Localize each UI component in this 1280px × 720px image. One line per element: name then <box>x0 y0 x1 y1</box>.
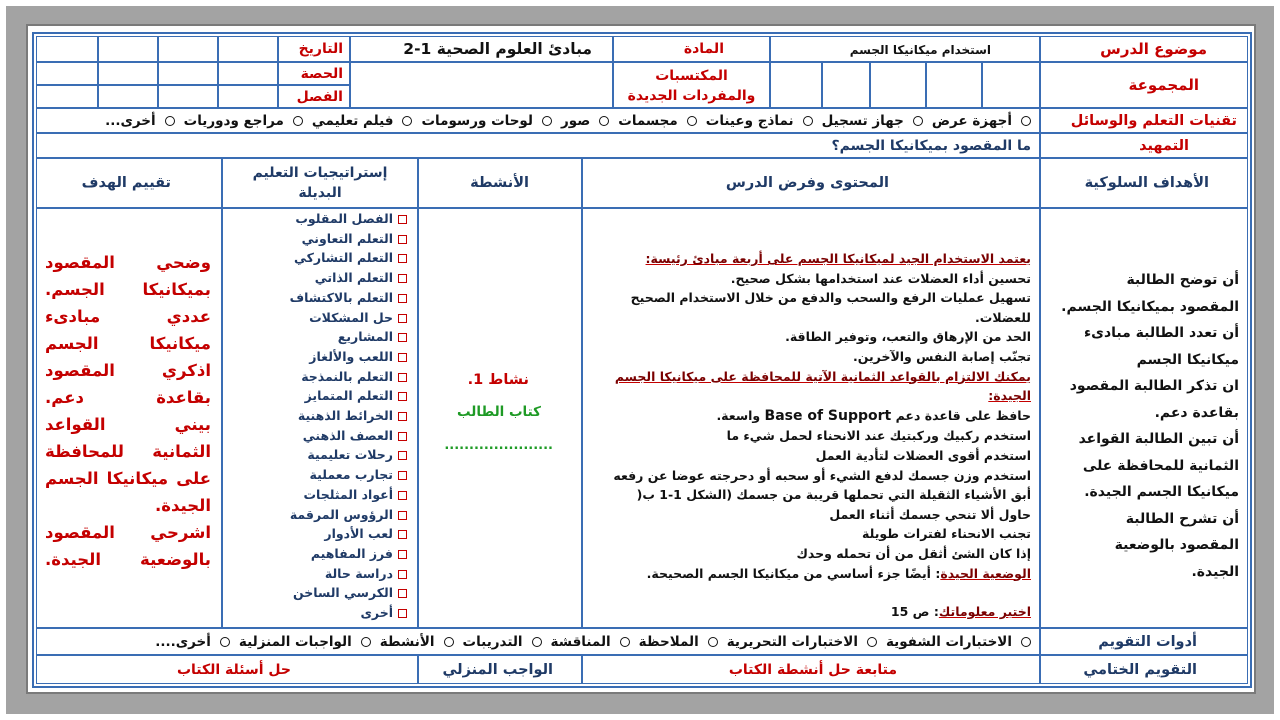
strategy-item[interactable] <box>227 583 413 603</box>
strategy-item[interactable] <box>227 386 413 406</box>
intro-label: التمهيد <box>1139 138 1189 154</box>
rule-item: إذا كان الشئ أثقل من أن تحمله وحدك <box>796 545 1031 561</box>
strategy-item[interactable] <box>227 505 413 525</box>
tools-option[interactable] <box>312 113 413 129</box>
evaluation-cell <box>36 208 222 628</box>
strategy-label: التعلم التعاوني <box>301 230 393 246</box>
radio-circle-icon[interactable] <box>708 637 718 647</box>
tools-option-label: مجسمات <box>618 113 678 129</box>
rules-list <box>589 426 1031 563</box>
evaluation-line: ميكانيكا الجسم <box>45 334 211 353</box>
date-cell[interactable] <box>36 36 98 62</box>
objective-line: المقصود بالوضعية <box>1114 537 1239 553</box>
class-cell[interactable] <box>36 85 98 108</box>
assessment-option[interactable] <box>639 634 718 650</box>
rule-1-suffix: واسعة. <box>716 407 761 423</box>
date-label: التاريخ <box>298 41 343 57</box>
intro-text-cell <box>36 133 1040 158</box>
tools-option[interactable] <box>618 113 697 129</box>
radio-circle-icon[interactable] <box>402 116 412 126</box>
evaluation-line: وضحي المقصود <box>45 253 211 272</box>
rule-item: تجنب الانحناء لفترات طويلة <box>862 526 1031 542</box>
tools-option-label: مراجع ودوريات <box>183 113 284 129</box>
test-line <box>589 602 1031 622</box>
tools-option[interactable] <box>184 113 303 129</box>
class-cell[interactable] <box>218 85 278 108</box>
principle-item: الحد من الإرهاق والتعب، وتوفير الطاقة. <box>785 329 1031 345</box>
strategy-item[interactable] <box>227 367 413 387</box>
content-header: المحتوى وفرض الدرس <box>725 175 889 191</box>
principle-item: تحسين أداء العضلات عند استخدامها بشكل صحيح. <box>730 270 1031 286</box>
closing-label-cell <box>1040 655 1248 684</box>
evaluation-line: اشرحي المقصود <box>45 523 211 542</box>
activities-cell <box>418 208 582 628</box>
tools-label-cell <box>1040 108 1248 133</box>
evaluation-line: عددي مبادىء <box>45 307 211 326</box>
tools-option-label: فيلم تعليمي <box>311 113 394 129</box>
vocab-label-cell <box>613 62 770 108</box>
objective-line: أن تبين الطالبة القواعد <box>1078 431 1239 447</box>
radio-circle-icon[interactable] <box>687 116 697 126</box>
rule-item: استخدم أقوى العضلات لتأدية العمل <box>815 447 1031 463</box>
checkbox-icon[interactable] <box>398 530 407 539</box>
radio-circle-icon[interactable] <box>620 637 630 647</box>
strategy-item[interactable] <box>227 347 413 367</box>
closing-value-cell <box>582 655 1040 684</box>
tools-option[interactable] <box>822 113 923 129</box>
evaluation-line: بيني القواعد <box>45 415 211 434</box>
tools-options-cell <box>36 108 1040 133</box>
radio-circle-icon[interactable] <box>599 116 609 126</box>
evaluation-line: الجيدة. <box>154 496 211 515</box>
strategy-label: اللعب والألغاز <box>309 348 393 364</box>
strategy-item[interactable] <box>227 485 413 505</box>
assessment-options-cell <box>36 628 1040 655</box>
checkbox-icon[interactable] <box>398 274 407 283</box>
strategy-item[interactable] <box>227 406 413 426</box>
evaluation-line: الثمانية للمحافظة <box>45 442 211 461</box>
rule-item: أبق الأشياء الثقيلة التي تحملها قريبة من جسمك (الشكل 1-1 ب( <box>636 487 1031 503</box>
radio-circle-icon[interactable] <box>1021 637 1031 647</box>
lesson-topic-value: استخدام ميكانيكا الجسم <box>849 43 991 57</box>
checkbox-icon[interactable] <box>398 333 407 342</box>
assessment-option[interactable] <box>155 634 230 650</box>
evaluation-line: بالوضعية الجيدة. <box>45 550 211 569</box>
checkbox-icon[interactable] <box>398 353 407 362</box>
strategy-label: تجارب معملية <box>309 467 393 483</box>
strategy-item[interactable] <box>227 248 413 268</box>
radio-circle-icon[interactable] <box>1021 116 1031 126</box>
strategy-label: أخرى <box>360 605 393 621</box>
strategy-label: أعواد المثلجات <box>303 486 393 502</box>
content-header-cell <box>582 158 1040 208</box>
evaluation-line: اذكري المقصود <box>45 361 211 380</box>
rule-1-prefix: حافظ على قاعدة دعم <box>895 407 1031 423</box>
content-heading-rules: يمكنك الالتزام بالقواعد الثمانية الآتية للمحافظة على ميكانيكا الجسم الجيدة: <box>614 368 1031 404</box>
period-cell[interactable] <box>218 62 278 85</box>
posture-line <box>589 564 1031 584</box>
objectives-header: الأهداف السلوكية <box>1084 175 1209 191</box>
radio-circle-icon[interactable] <box>867 637 877 647</box>
objectives-header-cell <box>1040 158 1248 208</box>
activity-dots: ...................... <box>444 438 553 453</box>
assessment-option[interactable] <box>463 634 542 650</box>
group-cell[interactable] <box>770 62 822 108</box>
assessment-option-label: المناقشة <box>550 634 611 650</box>
principle-item: تسهيل عمليات الرفع والسحب والدفع من خلال الاستخدام الصحيح للعضلات. <box>630 290 1031 325</box>
closing-label: التقويم الختامي <box>1083 662 1197 678</box>
lesson-topic-value-cell <box>770 36 1040 62</box>
strategy-item[interactable] <box>227 564 413 584</box>
evaluation-line: على ميكانيكا الجسم <box>45 469 211 488</box>
strategy-label: العصف الذهني <box>302 427 393 443</box>
principles-list <box>589 269 1031 367</box>
objective-line: ميكانيكا الجسم <box>1136 351 1239 368</box>
vocab-label: المكتسبات والمفردات الجديدة <box>627 68 756 104</box>
evaluation-line: بقاعدة دعم. <box>45 388 211 407</box>
activities-header-cell <box>418 158 582 208</box>
date-cell[interactable] <box>98 36 158 62</box>
period-cell[interactable] <box>36 62 98 85</box>
posture-text: : أيضًا جزء أساسي من ميكانيكا الجسم الصحيحة. <box>646 565 941 581</box>
evaluation-header-cell <box>36 158 222 208</box>
strategy-label: الخرائط الذهنية <box>297 408 393 424</box>
evaluation-header: تقييم الهدف <box>81 175 171 191</box>
radio-circle-icon[interactable] <box>293 116 303 126</box>
strategy-item[interactable] <box>227 288 413 308</box>
period-label: الحصة <box>300 66 343 82</box>
strategies-cell <box>222 208 418 628</box>
period-label-cell <box>278 62 350 85</box>
strategy-item[interactable] <box>227 268 413 288</box>
date-cell[interactable] <box>158 36 218 62</box>
class-label-cell <box>278 85 350 108</box>
checkbox-icon[interactable] <box>398 491 407 500</box>
evaluation-line: بميكانيكا الجسم. <box>45 280 211 299</box>
test-label: اختبر معلوماتك <box>938 604 1031 620</box>
assessment-option-label: الاختبارات الشفوية <box>885 634 1012 650</box>
strategy-label: التعلم بالاكتشاف <box>289 289 393 305</box>
radio-circle-icon[interactable] <box>361 637 371 647</box>
strategy-label: الكرسي الساخن <box>293 585 393 601</box>
radio-circle-icon[interactable] <box>532 637 542 647</box>
strategy-label: المشاريع <box>337 329 393 345</box>
strategy-item[interactable] <box>227 327 413 347</box>
radio-circle-icon[interactable] <box>803 116 813 126</box>
checkbox-icon[interactable] <box>398 235 407 244</box>
period-cell[interactable] <box>98 62 158 85</box>
strategy-label: التعلم الذاتي <box>314 270 393 286</box>
strategies-header: إستراتيجيات التعليم البديلة <box>252 165 388 201</box>
objectives-cell <box>1040 208 1248 628</box>
group-label-cell <box>1040 62 1248 108</box>
assessment-option-label: الملاحظة <box>638 634 699 650</box>
tools-option[interactable] <box>561 113 609 129</box>
tools-option-label: نماذج وعينات <box>705 113 794 129</box>
closing-value: متابعة حل أنشطة الكتاب <box>728 662 897 678</box>
checkbox-icon[interactable] <box>398 314 407 323</box>
strategy-label: التعلم بالنمذجة <box>301 368 393 384</box>
objective-line: بقاعدة دعم. <box>1154 404 1239 421</box>
assessment-option[interactable] <box>380 634 454 650</box>
strategy-label: التعلم التشاركي <box>294 250 393 266</box>
date-cell[interactable] <box>218 36 278 62</box>
checkbox-icon[interactable] <box>398 294 407 303</box>
tools-options <box>96 112 1031 130</box>
objective-line: أن تشرح الطالبة <box>1125 510 1239 527</box>
class-cell[interactable] <box>158 85 218 108</box>
group-label: المجموعة <box>1128 76 1199 94</box>
rule-item: استخدم ركبيك وركبتيك عند الانحناء لحمل شيء ما <box>726 428 1031 444</box>
assessment-options <box>146 633 1031 651</box>
strategy-item[interactable] <box>227 603 413 623</box>
period-cell[interactable] <box>158 62 218 85</box>
intro-label-cell <box>1040 133 1248 158</box>
homework-label: الواجب المنزلي <box>442 662 553 678</box>
homework-value-cell <box>36 655 418 684</box>
checkbox-icon[interactable] <box>398 570 407 579</box>
group-cell[interactable] <box>982 62 1040 108</box>
lesson-topic-label-cell <box>1040 36 1248 62</box>
checkbox-icon[interactable] <box>398 432 407 441</box>
assessment-option[interactable] <box>551 634 630 650</box>
rule-item: استخدم وزن جسمك لدفع الشيء أو سحبه أو دحرجته عوضا عن رفعه <box>613 467 1031 483</box>
checkbox-icon[interactable] <box>398 471 407 480</box>
checkbox-icon[interactable] <box>398 412 407 421</box>
subject-value: مبادئ العلوم الصحية 1-2 <box>403 40 592 58</box>
checkbox-icon[interactable] <box>398 373 407 382</box>
assessment-option-label: الاختبارات التحريرية <box>726 634 858 650</box>
strategy-item[interactable] <box>227 544 413 564</box>
checkbox-icon[interactable] <box>398 451 407 460</box>
tools-option[interactable] <box>706 113 813 129</box>
lesson-topic-label: موضوع الدرس <box>1100 40 1207 58</box>
rule-item-base-of-support <box>589 406 1031 427</box>
content-heading-principles: يعتمد الاستخدام الجيد لميكانيكا الجسم على أربعة مبادئ رئيسة: <box>645 251 1031 266</box>
assessment-option-label: الواجبات المنزلية <box>238 634 352 650</box>
tools-option-label: لوحات ورسومات <box>421 113 533 129</box>
activity-number: نشاط 1. <box>467 372 529 388</box>
radio-circle-icon[interactable] <box>220 637 230 647</box>
objective-line: ميكانيكا الجسم الجيدة. <box>1084 484 1239 500</box>
class-cell[interactable] <box>98 85 158 108</box>
assessment-option-label: الأنشطة <box>379 634 435 650</box>
rule-item: حاول ألا تنحي جسمك أثناء العمل <box>829 506 1031 522</box>
objective-line: أن توضح الطالبة <box>1126 272 1239 288</box>
vocab-value-cell[interactable] <box>350 62 613 108</box>
posture-label: الوضعية الجيدة <box>940 565 1031 581</box>
objective-line: ان تذكر الطالبة المقصود <box>1069 378 1239 394</box>
subject-label-cell <box>613 36 770 62</box>
objectives-list <box>1049 267 1239 585</box>
checkbox-icon[interactable] <box>398 392 407 401</box>
strategy-item[interactable] <box>227 465 413 485</box>
lesson-plan-sheet <box>28 26 1254 692</box>
strategy-item[interactable] <box>227 524 413 544</box>
group-cell[interactable] <box>870 62 926 108</box>
evaluation-list <box>45 249 211 573</box>
strategy-label: رحلات تعليمية <box>307 447 393 463</box>
tools-option-label: جهاز تسجيل <box>821 113 904 129</box>
strategy-item[interactable] <box>227 308 413 328</box>
checkbox-icon[interactable] <box>398 511 407 520</box>
radio-circle-icon[interactable] <box>444 637 454 647</box>
strategy-item[interactable] <box>227 229 413 249</box>
assessment-option-label: أخرى.... <box>155 634 211 650</box>
assessment-option-label: التدريبات <box>462 634 523 650</box>
principle-item: تجنّب إصابة النفس والآخرين. <box>852 348 1031 364</box>
checkbox-icon[interactable] <box>398 550 407 559</box>
strategy-label: الفصل المقلوب <box>295 211 393 226</box>
strategy-label: فرز المفاهيم <box>310 545 393 561</box>
tools-option[interactable] <box>105 113 175 129</box>
assessment-option[interactable] <box>727 634 877 650</box>
intro-text: ما المقصود بميكانيكا الجسم؟ <box>831 138 1031 154</box>
objective-line: الثمانية للمحافظة على <box>1082 457 1239 474</box>
strategy-label: لعب الأدوار <box>324 526 393 542</box>
radio-circle-icon[interactable] <box>913 116 923 126</box>
group-cell[interactable] <box>926 62 982 108</box>
tools-label: تقنيات التعلم والوسائل <box>1070 113 1237 129</box>
checkbox-icon[interactable] <box>398 254 407 263</box>
radio-circle-icon[interactable] <box>165 116 175 126</box>
content-cell <box>582 208 1040 628</box>
activities-header: الأنشطة <box>470 175 529 191</box>
class-label: الفصل <box>296 89 343 105</box>
objective-line: الجيدة. <box>1191 563 1239 580</box>
strategy-item[interactable] <box>227 209 413 229</box>
assessment-option[interactable] <box>886 634 1031 650</box>
strategy-item[interactable] <box>227 445 413 465</box>
student-book-label: كتاب الطالب <box>457 404 541 420</box>
tools-option[interactable] <box>421 113 552 129</box>
rule-1-english: Base of Support <box>764 407 892 424</box>
tools-option-label: أخرى... <box>105 113 156 129</box>
tools-option-label: صور <box>560 113 591 129</box>
homework-label-cell <box>418 655 582 684</box>
objective-line: المقصود بميكانيكا الجسم. <box>1061 298 1239 315</box>
checkbox-icon[interactable] <box>398 589 407 598</box>
strategy-label: حل المشكلات <box>309 309 393 325</box>
strategy-label: دراسة حالة <box>324 565 393 581</box>
subject-value-cell <box>350 36 613 62</box>
test-text: : ص 15 <box>890 604 939 620</box>
radio-circle-icon[interactable] <box>542 116 552 126</box>
tools-option-label: أجهزة عرض <box>931 113 1012 129</box>
homework-value: حل أسئلة الكتاب <box>176 662 291 678</box>
assessment-label: أدوات التقويم <box>1098 634 1197 650</box>
strategies-header-cell <box>222 158 418 208</box>
strategies-list <box>227 209 413 623</box>
subject-label: المادة <box>683 41 724 57</box>
checkbox-icon[interactable] <box>398 215 407 224</box>
strategy-item[interactable] <box>227 426 413 446</box>
assessment-label-cell <box>1040 628 1248 655</box>
objective-line: أن تعدد الطالبة مبادىء <box>1083 325 1239 341</box>
group-cell[interactable] <box>822 62 870 108</box>
assessment-option[interactable] <box>239 634 371 650</box>
checkbox-icon[interactable] <box>398 609 407 618</box>
tools-option[interactable] <box>932 113 1031 129</box>
content-body <box>589 249 1031 622</box>
strategy-label: الرؤوس المرقمة <box>289 506 393 522</box>
strategy-label: التعلم المتمايز <box>304 388 393 404</box>
date-label-cell <box>278 36 350 62</box>
